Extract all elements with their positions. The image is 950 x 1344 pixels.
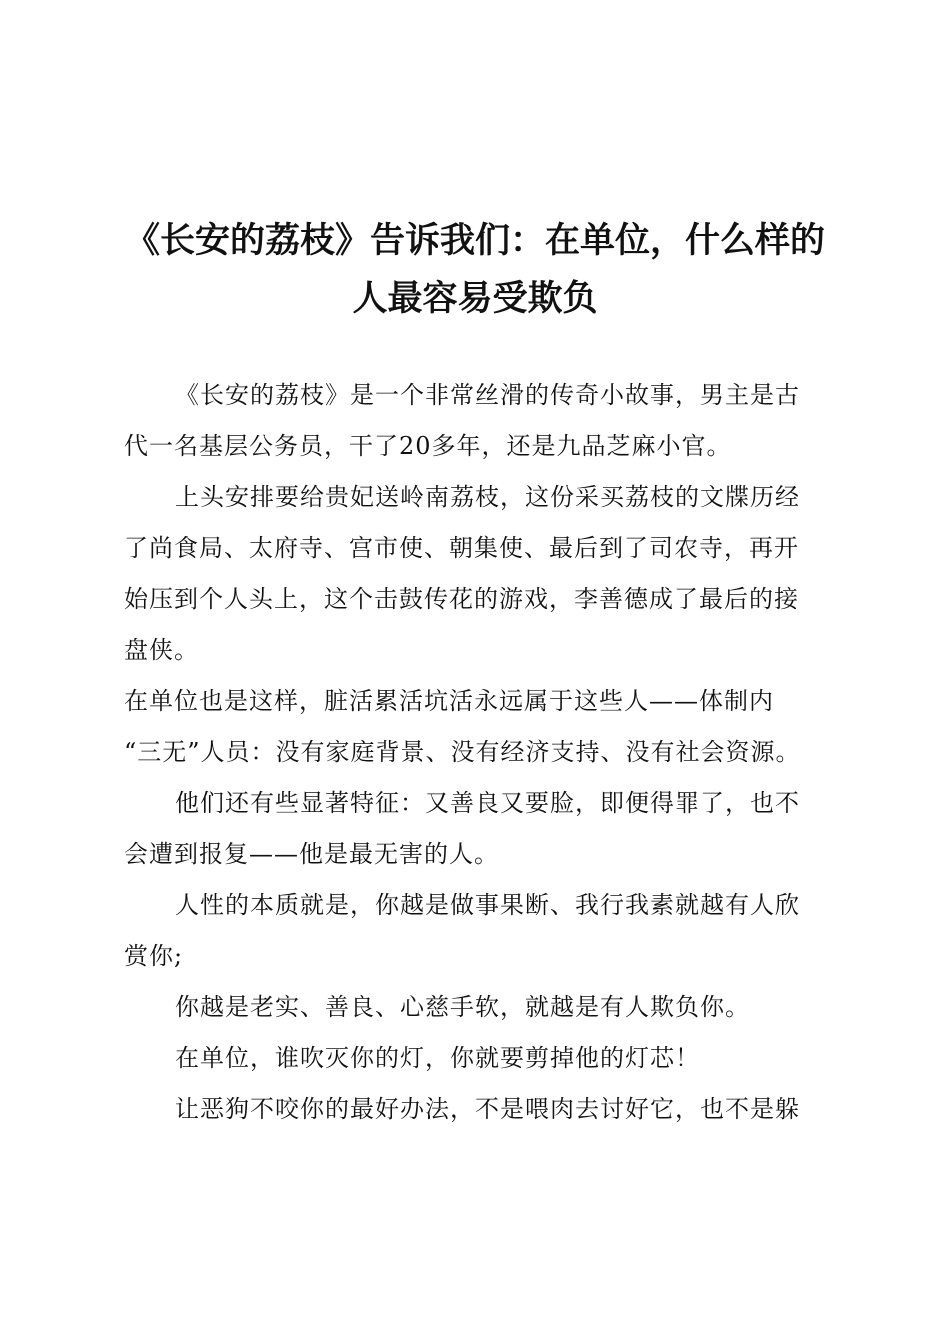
- body-line: 他们还有些显著特征：又善良又要脸，即便得罪了，也不: [175, 789, 800, 817]
- body-line: 《长安的荔枝》是一个非常丝滑的传奇小故事，男主是古: [175, 381, 800, 409]
- title-line-1: 《长安的荔枝》告诉我们：在单位，什么样的: [124, 220, 825, 261]
- title-line-2: 人最容易受欺负: [352, 278, 598, 319]
- body-line: 代一名基层公务员，干了20多年，还是九品芝麻小官。: [124, 432, 732, 460]
- body-line: 上头安排要给贵妃送岭南荔枝，这份采买荔枝的文牒历经: [175, 483, 800, 511]
- body-line: 了尚食局、太府寺、宫市使、朝集使、最后到了司农寺，再开: [124, 534, 799, 562]
- body-line: “三无”人员：没有家庭背景、没有经济支持、没有社会资源。: [124, 738, 801, 766]
- article-body: [124, 370, 834, 1135]
- body-line: 始压到个人头上，这个击鼓传花的游戏，李善德成了最后的接: [124, 585, 799, 613]
- body-line: 在单位，谁吹灭你的灯，你就要剪掉他的灯芯！: [175, 1044, 700, 1072]
- body-line: 盘侠。: [124, 636, 199, 664]
- body-line: 人性的本质就是，你越是做事果断、我行我素就越有人欣: [175, 891, 800, 919]
- article-title: [100, 212, 850, 328]
- body-line: 你越是老实、善良、心慈手软，就越是有人欺负你。: [175, 993, 750, 1021]
- body-line: 在单位也是这样，脏活累活坑活永远属于这些人——体制内: [124, 687, 774, 715]
- body-line: 赏你;: [124, 942, 184, 970]
- body-line: 让恶狗不咬你的最好办法，不是喂肉去讨好它，也不是躲: [175, 1095, 800, 1123]
- body-line: 会遭到报复——他是最无害的人。: [124, 840, 499, 868]
